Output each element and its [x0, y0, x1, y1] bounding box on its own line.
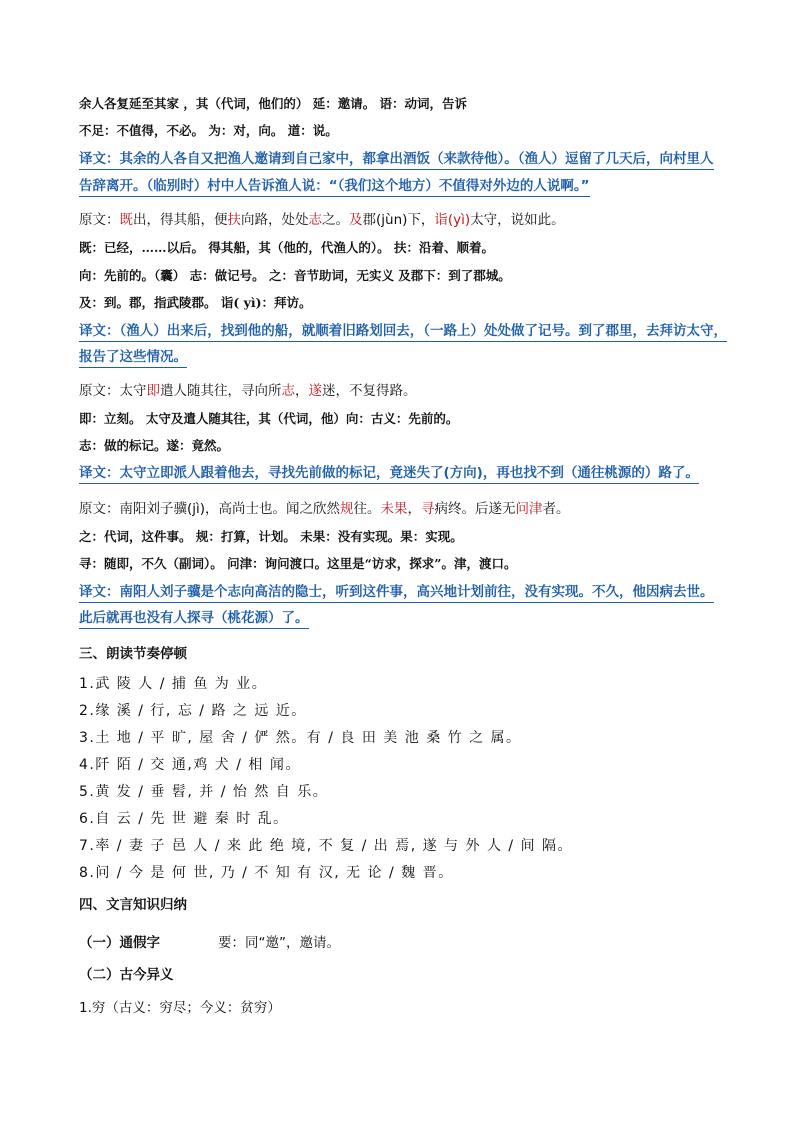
key-word: 志	[281, 383, 295, 399]
reading-rhythm-line: 1.武 陵 人 / 捕 鱼 为 业。	[79, 676, 268, 692]
original-text: 郡(jùn)下，	[362, 212, 435, 228]
translation-line	[79, 325, 727, 339]
translation-line	[79, 467, 699, 481]
translation-text: 此后就再也没有人探寻（桃花源）了。	[79, 610, 309, 629]
translation-text: 告辞离开。（临别时）村中人告诉渔人说：“（我们这个地方）不值得对外边的人说啊。”	[79, 178, 590, 197]
key-word: 志	[308, 212, 322, 228]
original-text: 遣人随其往，寻向所	[160, 383, 282, 399]
translation-text: 译文：太守立即派人跟着他去，寻找先前做的标记，竟迷失了(方向)，再也找不到（通往桃源的）路了。	[79, 465, 699, 484]
key-word: 遂	[308, 383, 322, 399]
original-text: ，	[295, 383, 309, 399]
reading-rhythm-line: 4.阡 陌 / 交 通,鸡 犬 / 相 闻。	[79, 757, 301, 773]
annotation-line: 志：做的标记。遂：竟然。	[79, 438, 230, 453]
reading-rhythm-line: 3.土 地 / 平 旷, 屋 舍 / 俨 然。有 / 良 田 美 池 桑 竹 之 属。	[79, 730, 522, 746]
translation-line	[79, 586, 714, 600]
original-text: 往。	[353, 501, 381, 517]
translation-text: 报告了这些情况。	[79, 349, 187, 368]
translation-line	[79, 180, 590, 194]
translation-line	[79, 612, 309, 626]
annotation-line: 及：到。郡，指武陵郡。 诣( yì)：拜访。	[79, 295, 312, 310]
section-heading: 三、朗读节奏停顿	[79, 646, 187, 662]
key-word: 未果	[380, 501, 408, 517]
key-word: 及	[349, 212, 363, 228]
section-heading: 四、文言知识归纳	[79, 897, 187, 913]
annotation-line: 之：代词，这件事。 规：打算，计划。 未果：没有实现。果：实现。	[79, 529, 463, 544]
reading-rhythm-line: 6.自 云 / 先 世 避 秦 时 乱。	[79, 811, 289, 827]
original-text: 之。	[322, 212, 349, 228]
original-text-line	[79, 503, 570, 517]
key-word: 诣(yì)	[434, 212, 471, 228]
subsection-text: 要：同“邀”，邀请。	[218, 935, 340, 951]
translation-text: 译文：其余的人各自又把渔人邀请到自己家中，都拿出酒饭（来款待他）。（渔人）逗留了几天后，向村里人	[79, 151, 714, 170]
original-text: 太守，说如此。	[470, 212, 565, 228]
translation-line	[79, 351, 187, 365]
original-text: 迷，不复得路。	[322, 383, 417, 399]
key-word: 即	[146, 383, 160, 399]
key-word: 既	[119, 212, 133, 228]
original-text-line	[79, 385, 417, 399]
subsection-title: （二）古今异义	[79, 967, 174, 983]
reading-rhythm-line: 8.问 / 今 是 何 世, 乃 / 不 知 有 汉, 无 论 / 魏 晋。	[79, 865, 454, 881]
original-text: 原文：太守	[79, 383, 147, 399]
original-text: 向路，处处	[241, 212, 309, 228]
original-text-line	[79, 214, 565, 228]
original-label: 原文：	[79, 212, 120, 228]
original-text: 出，得其船，便	[133, 212, 228, 228]
translation-line	[79, 153, 714, 167]
annotation-line: 余人各复延至其家 ，其（代词，他们的） 延：邀请。 语：动词，告诉	[79, 96, 468, 111]
annotation-line: 寻：随即，不久（副词）。 问津：询问渡口。这里是“访求，探求”。津，渡口。	[79, 556, 517, 571]
original-text: 病终。后遂无	[434, 501, 516, 517]
subsection-title: （一）通假字	[79, 935, 160, 951]
reading-rhythm-line: 2.缘 溪 / 行, 忘 / 路 之 远 近。	[79, 703, 307, 719]
reading-rhythm-line: 5.黄 发 / 垂 髫, 并 / 怡 然 自 乐。	[79, 784, 329, 800]
original-text: 原文：南阳刘子骥(jì)，高尚士也。闻之欣然	[79, 501, 341, 517]
translation-text: 译文：南阳人刘子骥是个志向高洁的隐士，听到这件事，高兴地计划前往，没有实现。不久，他因病去世。	[79, 584, 714, 603]
translation-text: 译文：（渔人）出来后，找到他的船，就顺着旧路划回去，（一路上）处处做了记号。到了郡里，去拜访太守，	[79, 323, 727, 342]
subsection-line	[79, 934, 340, 951]
annotation-line: 不足：不值得，不必。 为：对，向。 道：说。	[79, 123, 338, 138]
annotation-line: 即：立刻。 太守及遣人随其往，其（代词，他）向：古义：先前的。	[79, 411, 459, 426]
original-text: ，	[407, 501, 422, 517]
key-word: 扶	[227, 212, 241, 228]
reading-rhythm-line: 7.率 / 妻 子 邑 人 / 来 此 绝 境, 不 复 / 出 焉, 遂 与 外 人 / 间 隔。	[79, 838, 574, 854]
ancient-modern-meaning-item: 1.穷（古义：穷尽；今义：贫穷）	[79, 1000, 281, 1016]
key-word: 问津	[515, 501, 543, 517]
key-word: 规	[340, 501, 354, 517]
original-text: 者。	[542, 501, 570, 517]
key-word: 寻	[421, 501, 435, 517]
annotation-line: 向：先前的。（囊） 志：做记号。 之：音节助词，无实义 及郡下：到了郡城。	[79, 268, 511, 283]
annotation-line: 既：已经，……以后。 得其船，其（他的，代渔人的）。 扶：沿着、顺着。	[79, 240, 494, 255]
